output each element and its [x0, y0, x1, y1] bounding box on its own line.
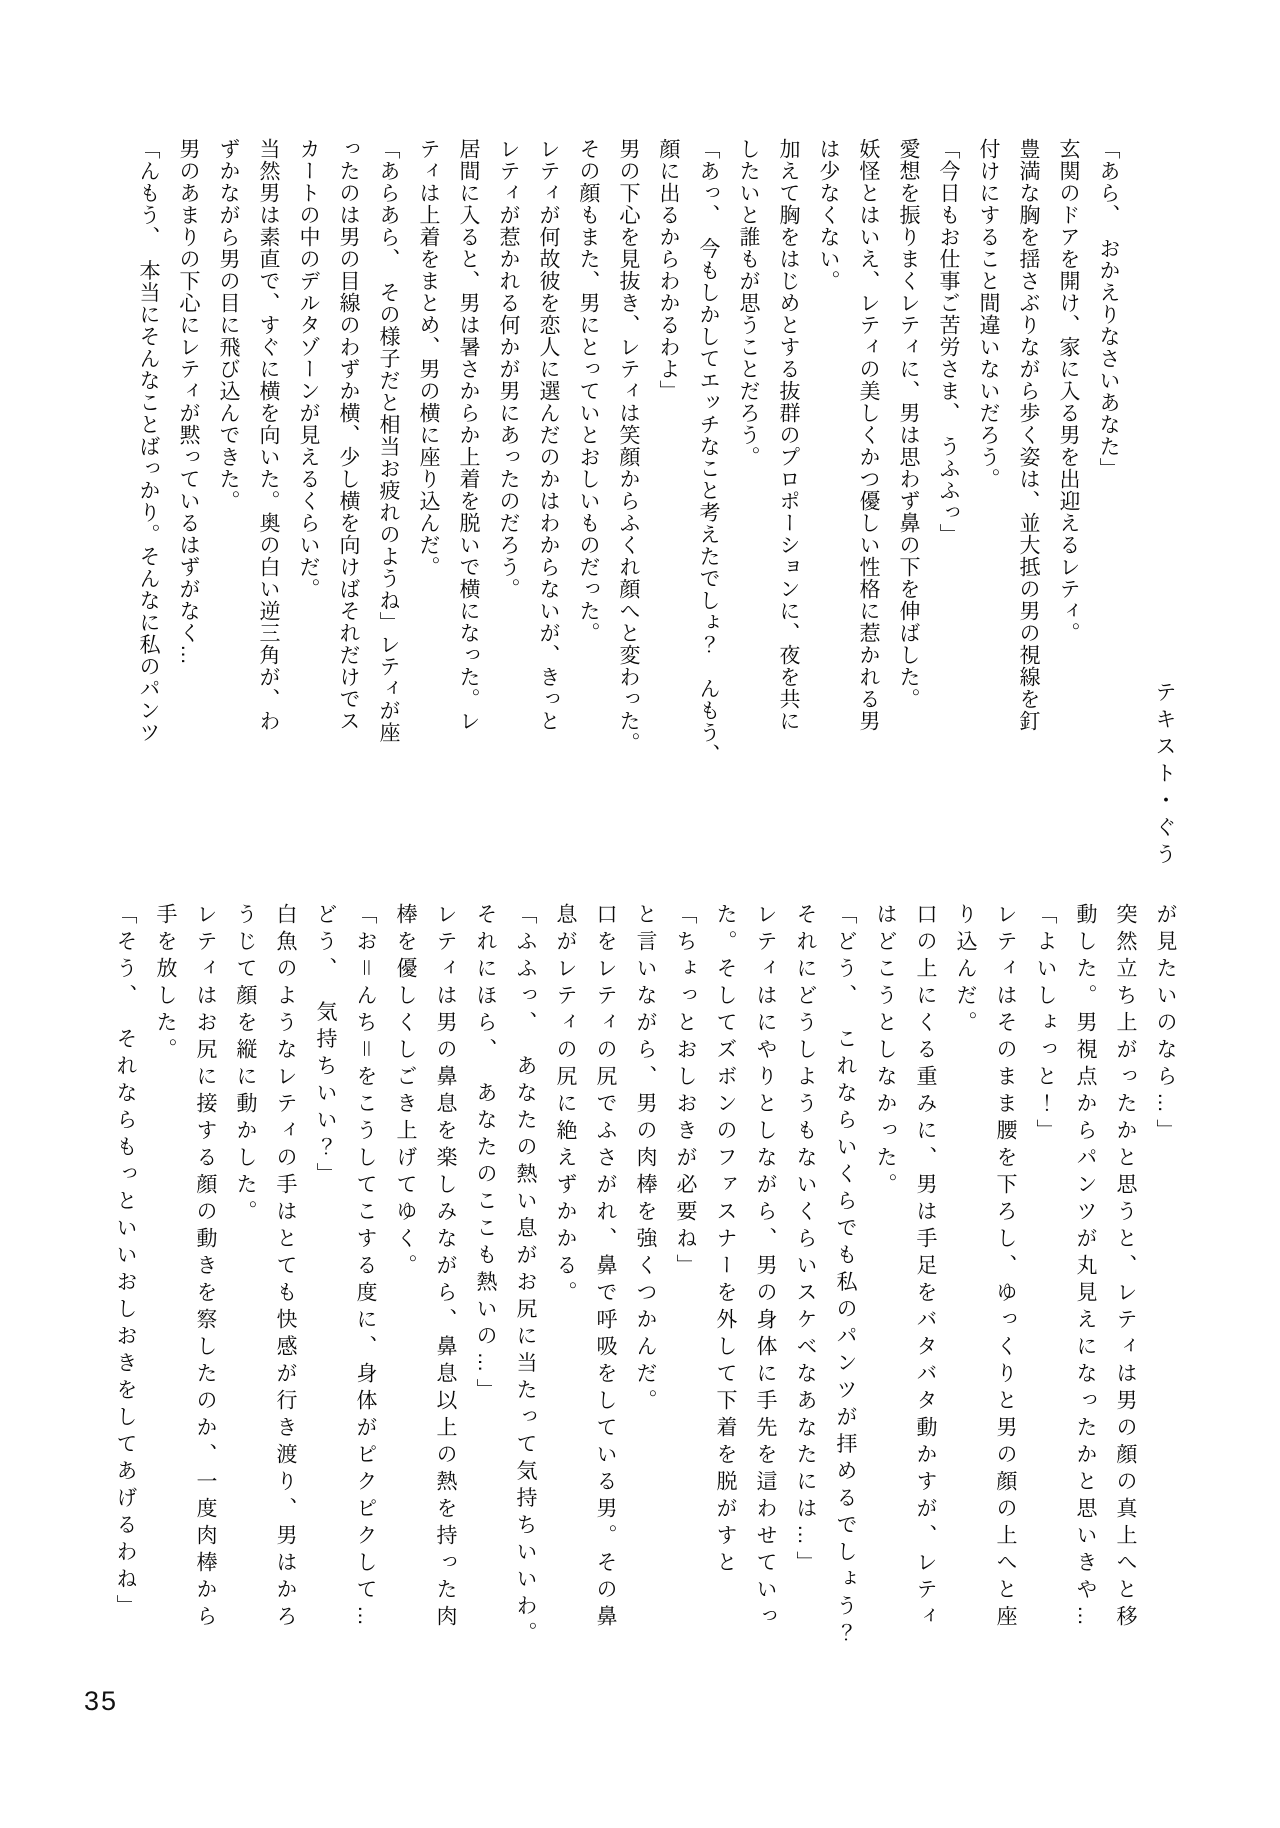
text-column: 豊満な胸を揺さぶりながら歩く姿は、並大抵の男の視線を釘: [1017, 138, 1040, 732]
text-column: 男のあまりの下心にレティが黙っているはずがなく…: [177, 138, 200, 666]
text-credit: テキスト・ぐう: [1153, 681, 1176, 870]
text-column: 棒を優しくしごき上げてゆく。: [394, 903, 417, 1281]
text-column: 突然立ち上がったかと思うと、レティは男の顔の真上へと移: [1114, 903, 1137, 1632]
text-column: は少なくない。: [817, 138, 840, 292]
text-column: 当然男は素直で、すぐに横を向いた。奥の白い逆三角が、わ: [257, 138, 280, 732]
text-column: 「あっ、 今もしかしてエッチなこと考えたでしょ？ んもう、: [697, 138, 720, 766]
text-column: 口をレティの尻でふさがれ、鼻で呼吸をしている男。その鼻: [594, 903, 617, 1632]
text-column: 妖怪とはいえ、レティの美しくかつ優しい性格に惹かれる男: [857, 138, 880, 732]
text-column: ずかながら男の目に飛び込んできた。: [217, 138, 240, 512]
story-text-top-block: [128, 138, 1128, 806]
text-column: 「お＝んち＝をこうしてこする度に、身体がピクピクして…: [354, 903, 377, 1632]
text-column: 「あらあら、 その様子だと相当お疲れのようね」レティが座: [377, 138, 400, 744]
text-column: 居間に入ると、男は暑さからか上着を脱いで横になった。レ: [457, 138, 480, 732]
text-column: 加えて胸をはじめとする抜群のプロポーションに、夜を共に: [777, 138, 800, 732]
text-column: はどこうとしなかった。: [874, 903, 897, 1200]
text-column: 玄関のドアを開け、家に入る男を出迎えるレティ。: [1057, 138, 1080, 644]
text-column: 愛想を振りまくレティに、男は思わず鼻の下を伸ばした。: [897, 138, 920, 710]
text-column: 手を放した。: [154, 903, 177, 1065]
text-column: 動した。男視点からパンツが丸見えになったかと思いきや…: [1074, 903, 1097, 1632]
text-column: 「今日もお仕事ご苦労さま、 うふふっ」: [937, 138, 960, 546]
text-column: したいと誰もが思うことだろう。: [737, 138, 760, 468]
text-column: ったのは男の目線のわずか横、少し横を向けばそれだけでス: [337, 138, 360, 732]
text-column: 口の上にくる重みに、男は手足をバタバタ動かすが、レティ: [914, 903, 937, 1632]
text-column: 「どう、 これならいくらでも私のパンツが拝めるでしょう？: [834, 903, 857, 1649]
text-column: 顔に出るからわかるわよ」: [657, 138, 680, 402]
text-column: 付けにすること間違いないだろう。: [977, 138, 1000, 490]
text-column: どう、 気持ちいい？」: [314, 903, 337, 1190]
text-column: カートの中のデルタゾーンが見えるくらいだ。: [297, 138, 320, 600]
text-column: レティが何故彼を恋人に選んだのかはわからないが、きっと: [537, 138, 560, 732]
text-column: り込んだ。: [954, 903, 977, 1038]
text-column: ティは上着をまとめ、男の横に座り込んだ。: [417, 138, 440, 578]
story-text-bottom-block: [105, 903, 1185, 1681]
text-column: レティはにやりとしながら、男の身体に手先を這わせていっ: [754, 903, 777, 1632]
text-column: 「よいしょっと！」: [1034, 903, 1057, 1146]
text-column: レティは男の鼻息を楽しみながら、鼻息以上の熱を持った肉: [434, 903, 457, 1632]
text-column: 白魚のようなレティの手はとても快感が行き渡り、男はかろ: [274, 903, 297, 1632]
text-column: 「あら、 おかえりなさいあなた」: [1097, 138, 1120, 480]
text-column: レティはそのまま腰を下ろし、ゆっくりと男の顔の上へと座: [994, 903, 1017, 1632]
text-column: それにどうしようもないくらいスケベなあなたには…」: [794, 903, 817, 1578]
text-column: うじて顔を縦に動かした。: [234, 903, 257, 1227]
text-column: が見たいのなら…」: [1154, 903, 1177, 1146]
text-column: た。そしてズボンのファスナーを外して下着を脱がすと: [714, 903, 737, 1578]
text-column: その顔もまた、男にとっていとおしいものだった。: [577, 138, 600, 644]
text-column: 「ふふっ、 あなたの熱い息がお尻に当たって気持ちいいわ。: [514, 903, 537, 1649]
text-column: 息がレティの尻に絶えずかかる。: [554, 903, 577, 1308]
page-number: 35: [84, 1686, 119, 1716]
text-column: 「そう、 それならもっといいおしおきをしてあげるわね」: [114, 903, 137, 1622]
text-column: レティが惹かれる何かが男にあったのだろう。: [497, 138, 520, 600]
text-column: 「んもう、 本当にそんなことばっかり。そんなに私のパンツ: [137, 138, 160, 744]
text-column: 「ちょっとおしおきが必要ね」: [674, 903, 697, 1281]
text-column: レティはお尻に接する顔の動きを察したのか、一度肉棒から: [194, 903, 217, 1632]
text-column: それにほら、 あなたのここも熱いの…」: [474, 903, 497, 1406]
text-column: 男の下心を見抜き、レティは笑顔からふくれ顔へと変わった。: [617, 138, 640, 754]
text-column: と言いながら、男の肉棒を強くつかんだ。: [634, 903, 657, 1416]
